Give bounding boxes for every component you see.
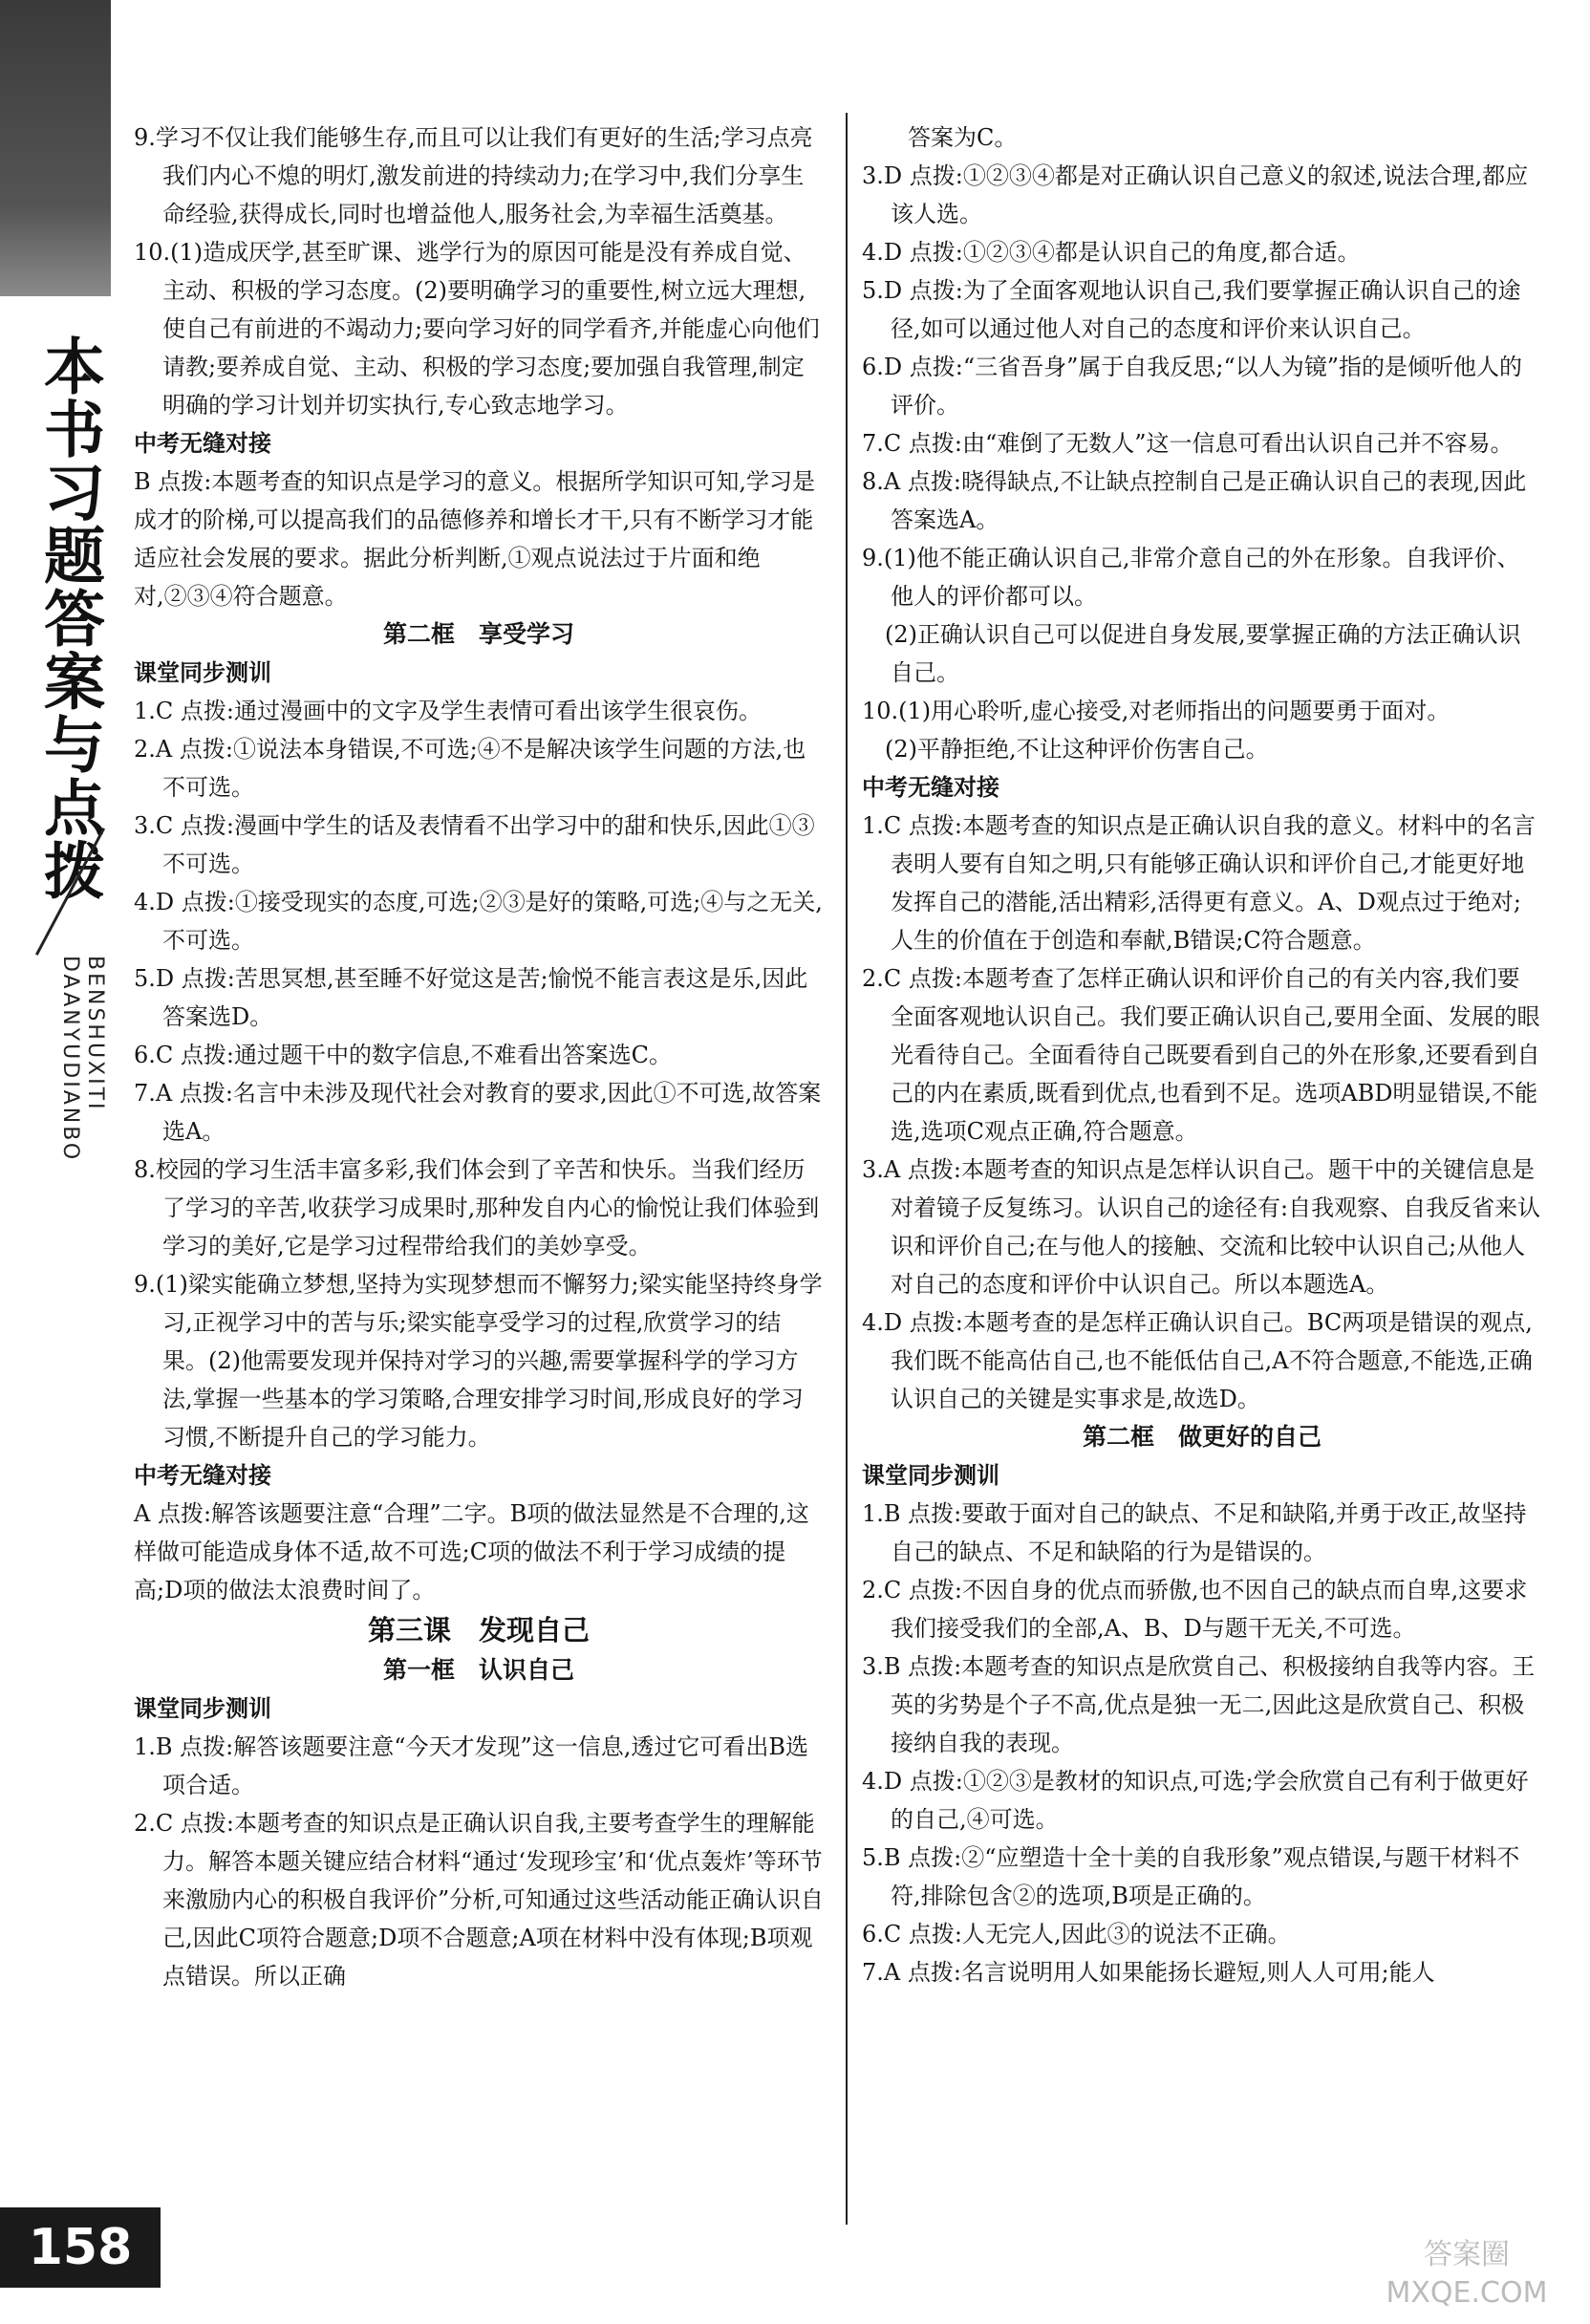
answer-item: 5.B 点拨:②“应塑造十全十美的自我形象”观点错误,与题干材料不符,排除包含②的选项,B项是正确的。 <box>862 1844 1520 1909</box>
answer-item: 4.D 点拨:本题考查的是怎样正确认识自己。BC两项是错误的观点,我们既不能高估自己,也不能低估自己,A不符合题意,不能选,正确认识自己的关键是实事求是,故选D。 <box>862 1309 1533 1412</box>
answer-item: 3.C 点拨:漫画中学生的话及表情看不出学习中的甜和快乐,因此①③不可选。 <box>134 812 815 877</box>
answer-item: 9.(1)梁实能确立梦想,坚持为实现梦想而不懈努力;梁实能坚持终身学习,正视学习中的苦与乐;梁实能享受学习的过程,欣赏学习的结果。(2)他需要发现并保持对学习的兴趣,需要掌握科学的学习方法,掌握一些基本的学习策略,合理安排学习时间,形成良好的学习习惯,不断提升自己的学习能力。 <box>134 1271 823 1451</box>
answer-item: 6.C 点拨:通过题干中的数字信息,不难看出答案选C。 <box>134 1042 672 1068</box>
answer-item: 4.D 点拨:①②③是教材的知识点,可选;学会欣赏自己有利于做更好的自己,④可选。 <box>862 1768 1529 1833</box>
answer-item: 9.(1)他不能正确认识自己,非常介意自己的外在形象。自我评价、他人的评价都可以。 <box>862 545 1520 610</box>
answer-text: A 点拨:解答该题要注意“合理”二字。B项的做法显然是不合理的,这样做可能造成身体不适,故不可选;C项的做法不利于学习成绩的提高;D项的做法太浪费时间了。 <box>134 1500 809 1603</box>
answer-item: (2)正确认识自己可以促进自身发展,要掌握正确的方法正确认识自己。 <box>862 621 1521 686</box>
column-divider <box>846 113 848 2225</box>
answer-item: 3.A 点拨:本题考查的知识点是怎样认识自己。题干中的关键信息是对着镜子反复练习。认识自己的途径有:自我观察、自我反省来认识和评价自己;在与他人的接触、交流和比较中认识自己;从他人对自己的态度和评价中认识自己。所以本题选A。 <box>862 1156 1541 1298</box>
answer-item: 2.C 点拨:本题考查了怎样正确认识和评价自己的有关内容,我们要全面客观地认识自己。我们要正确认识自己,要用全面、发展的眼光看待自己。全面看待自己既要看到自己的外在形象,还要看到自己的内在素质,既看到优点,也看到不足。选项ABD明显错误,不能选,选项C观点正确,符合题意。 <box>862 965 1540 1145</box>
frame-heading: 第二框 做更好的自己 <box>1082 1423 1321 1451</box>
left-column <box>134 118 824 1995</box>
answer-text: B 点拨:本题考查的知识点是学习的意义。根据所学知识可知,学习是成才的阶梯,可以提高我们的品德修养和增长才干,只有不断学习才能适应社会发展的要求。据此分析判断,①观点说法过于片面和绝对,②③④符合题意。 <box>134 468 815 610</box>
answer-text: 答案为C。 <box>862 124 1018 151</box>
sidebar-pinyin <box>57 956 107 1162</box>
answer-item: 3.B 点拨:本题考查的知识点是欣赏自己、积极接纳自我等内容。王英的劣势是个子不高,优点是独一无二,因此这是欣赏自己、积极接纳自我的表现。 <box>862 1653 1536 1756</box>
answer-item: 10.(1)造成厌学,甚至旷课、逃学行为的原因可能是没有养成自觉、主动、积极的学习态度。(2)要明确学习的重要性,树立远大理想,使自己有前进的不竭动力;要向学习好的同学看齐,并能虚心向他们请教;要养成自觉、主动、积极的学习态度;要加强自我管理,制定明确的学习计划并切实执行,专心致志地学习。 <box>134 239 820 419</box>
answer-item: 4.D 点拨:①接受现实的态度,可选;②③是好的策略,可选;④与之无关,不可选。 <box>134 889 823 954</box>
answer-item: 5.D 点拨:苦思冥想,甚至睡不好觉这是苦;愉悦不能言表这是乐,因此答案选D。 <box>134 965 808 1030</box>
answer-item: 8.校园的学习生活丰富多彩,我们体会到了辛苦和快乐。当我们经历了学习的辛苦,收获学习成果时,那种发自内心的愉悦让我们体验到学习的美好,它是学习过程带给我们的美妙享受。 <box>134 1156 820 1259</box>
answer-item: 3.D 点拨:①②③④都是对正确认识自己意义的叙述,说法合理,都应该人选。 <box>862 162 1529 227</box>
answer-item: 7.C 点拨:由“难倒了无数人”这一信息可看出认识自己并不容易。 <box>862 430 1514 457</box>
section-label: 中考无缝对接 <box>134 1462 271 1489</box>
answer-item: 2.C 点拨:本题考查的知识点是正确认识自我,主要考查学生的理解能力。解答本题关键应结合材料“通过‘发现珍宝’和‘优点轰炸’等环节来激励内心的积极自我评价”分析,可知通过这些活动能正确认识自己,因此C项符合题意;D项不合题意;A项在材料中没有体现;B项观点错误。所以正确 <box>134 1810 824 1990</box>
frame-heading: 第二框 享受学习 <box>382 620 574 648</box>
sidebar-title: 本书习题答案与点拨 <box>33 334 104 902</box>
answer-item: 1.C 点拨:本题考查的知识点是正确认识自我的意义。材料中的名言表明人要有自知之明,只有能够正确认识和评价自己,才能更好地发挥自己的潜能,活出精彩,活得更有意义。A、D观点过于绝对;人生的价值在于创造和奉献,B错误;C符合题意。 <box>862 812 1536 954</box>
answer-item: 1.C 点拨:通过漫画中的文字及学生表情可看出该学生很哀伤。 <box>134 698 762 724</box>
watermark: 答案圈 MXQE.COM <box>1386 2238 1548 2310</box>
answer-item: (2)平静拒绝,不让这种评价伤害自己。 <box>862 736 1269 763</box>
lesson-heading: 第三课 发现自己 <box>367 1614 590 1646</box>
sidebar-pinyin-2: DAANYUDIANBO <box>58 956 82 1163</box>
answer-item: 1.B 点拨:解答该题要注意“今天才发现”这一信息,透过它可看出B选项合适。 <box>134 1733 809 1798</box>
sidebar <box>0 0 111 2324</box>
sidebar-pinyin-1: BENSHUXITI <box>83 956 107 1112</box>
section-label: 课堂同步测训 <box>862 1462 999 1489</box>
answer-item: 9.学习不仅让我们能够生存,而且可以让我们有更好的生活;学习点亮我们内心不熄的明灯,激发前进的持续动力;在学习中,我们分享生命经验,获得成长,同时也增益他人,服务社会,为幸福生活奠基。 <box>134 124 813 227</box>
page-number: 158 <box>0 2207 161 2288</box>
answer-item: 2.C 点拨:不因自身的优点而骄傲,也不因自己的缺点而自卑,这要求我们接受我们的全部,A、B、D与题干无关,不可选。 <box>862 1577 1528 1642</box>
answer-item: 7.A 点拨:名言中未涉及现代社会对教育的要求,因此①不可选,故答案选A。 <box>134 1080 822 1145</box>
answer-item: 6.C 点拨:人无完人,因此③的说法不正确。 <box>862 1921 1291 1947</box>
frame-heading: 第一框 认识自己 <box>382 1656 574 1684</box>
answer-item: 2.A 点拨:①说法本身错误,不可选;④不是解决该学生问题的方法,也不可选。 <box>134 736 806 801</box>
section-label: 中考无缝对接 <box>134 430 271 457</box>
answer-item: 8.A 点拨:晓得缺点,不让缺点控制自己是正确认识自己的表现,因此答案选A。 <box>862 468 1527 533</box>
answer-item: 6.D 点拨:“三省吾身”属于自我反思;“以人为镜”指的是倾听他人的评价。 <box>862 354 1523 419</box>
answer-item: 4.D 点拨:①②③④都是认识自己的角度,都合适。 <box>862 239 1361 266</box>
right-column <box>862 118 1542 1991</box>
section-label: 中考无缝对接 <box>862 774 999 801</box>
answer-item: 10.(1)用心聆听,虚心接受,对老师指出的问题要勇于面对。 <box>862 698 1450 724</box>
section-label: 课堂同步测训 <box>134 1695 271 1722</box>
answer-item: 1.B 点拨:要敢于面对自己的缺点、不足和缺陷,并勇于改正,故坚持自己的缺点、不足和缺陷的行为是错误的。 <box>862 1500 1527 1565</box>
section-label: 课堂同步测训 <box>134 659 271 686</box>
sidebar-dark-band <box>0 0 111 296</box>
answer-item: 7.A 点拨:名言说明用人如果能扬长避短,则人人可用;能人 <box>862 1959 1435 1986</box>
answer-item: 5.D 点拨:为了全面客观地认识自己,我们要掌握正确认识自己的途径,如可以通过他人对自己的态度和评价来认识自己。 <box>862 277 1521 342</box>
